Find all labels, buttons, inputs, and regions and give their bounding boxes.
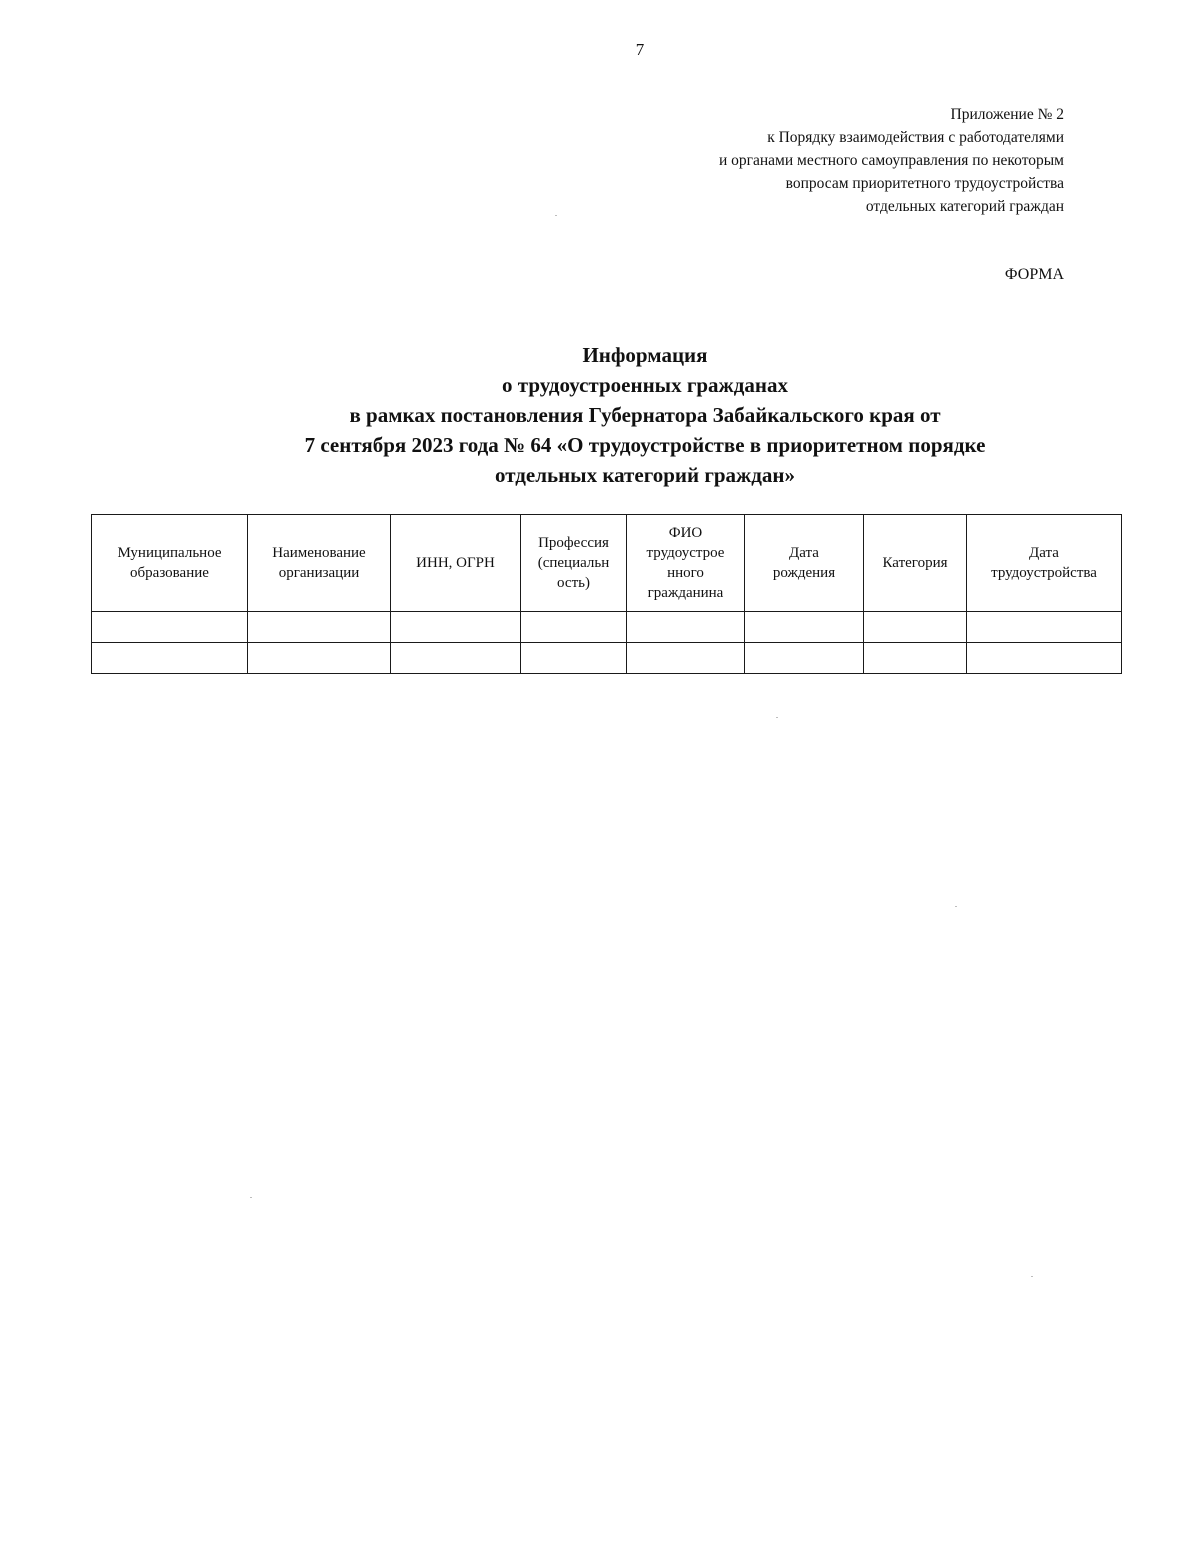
scan-speck bbox=[250, 1197, 252, 1198]
table-row bbox=[92, 612, 1122, 643]
employment-form-table bbox=[91, 514, 1122, 674]
table-cell bbox=[967, 643, 1122, 674]
title-line: о трудоустроенных гражданах bbox=[502, 373, 788, 397]
table-cell bbox=[864, 643, 967, 674]
column-header-inn-ogrn: ИНН, ОГРН bbox=[391, 515, 521, 612]
table-cell bbox=[521, 643, 627, 674]
column-header-organization: Наименование организации bbox=[248, 515, 391, 612]
title-line: Информация bbox=[582, 343, 708, 367]
table-cell bbox=[745, 643, 864, 674]
table-cell bbox=[92, 643, 248, 674]
appendix-line: отдельных категорий граждан bbox=[865, 198, 1064, 215]
page-number: 7 bbox=[635, 40, 645, 59]
form-label: ФОРМА bbox=[1004, 266, 1064, 283]
appendix-line: к Порядку взаимодействия с работодателями bbox=[767, 129, 1064, 146]
column-header-profession: Профессия (специальн ость) bbox=[521, 515, 627, 612]
scan-speck bbox=[555, 215, 557, 216]
table-cell bbox=[627, 643, 745, 674]
table-row bbox=[92, 643, 1122, 674]
table-cell bbox=[745, 612, 864, 643]
table-cell bbox=[521, 612, 627, 643]
table-cell bbox=[92, 612, 248, 643]
column-header-category: Категория bbox=[864, 515, 967, 612]
column-header-employment-date: Дата трудоустройства bbox=[967, 515, 1122, 612]
column-header-municipality: Муниципальное образование bbox=[92, 515, 248, 612]
column-header-full-name: ФИО трудоустрое нного гражданина bbox=[627, 515, 745, 612]
title-line: в рамках постановления Губернатора Забайкальского края от bbox=[349, 403, 941, 427]
appendix-line: и органами местного самоуправления по некоторым bbox=[718, 152, 1064, 169]
scan-speck bbox=[776, 717, 778, 718]
table-cell bbox=[248, 643, 391, 674]
table-cell bbox=[391, 612, 521, 643]
appendix-header bbox=[544, 103, 1064, 218]
table-cell bbox=[967, 612, 1122, 643]
appendix-line: Приложение № 2 bbox=[950, 106, 1064, 123]
document-title bbox=[0, 340, 1200, 490]
title-line: отдельных категорий граждан» bbox=[494, 463, 796, 487]
title-line: 7 сентября 2023 года № 64 «О трудоустройстве в приоритетном порядке bbox=[304, 433, 986, 457]
table-header-row bbox=[92, 515, 1122, 612]
table-cell bbox=[248, 612, 391, 643]
column-header-birth-date: Дата рождения bbox=[745, 515, 864, 612]
table-cell bbox=[627, 612, 745, 643]
scan-speck bbox=[955, 906, 957, 907]
table-cell bbox=[391, 643, 521, 674]
appendix-line: вопросам приоритетного трудоустройства bbox=[785, 175, 1064, 192]
table-cell bbox=[864, 612, 967, 643]
scan-speck bbox=[1031, 1276, 1033, 1277]
